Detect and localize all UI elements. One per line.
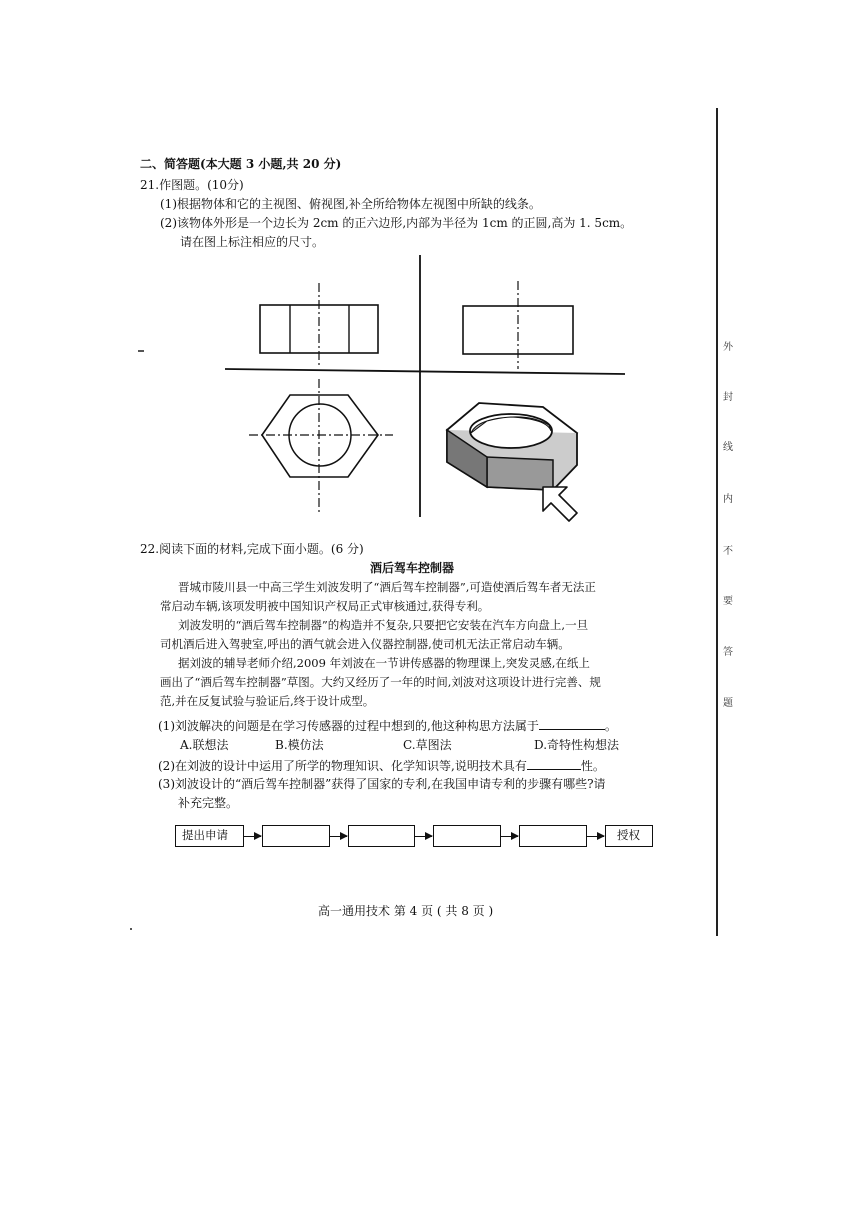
flow-blank-box-2[interactable] <box>348 825 415 847</box>
q22-sub-2-text: (2)在刘波的设计中运用了所学的物理知识、化学知识等,说明技术具有 <box>158 759 527 773</box>
front-view <box>260 283 378 367</box>
option-c: C.草图法 <box>403 738 452 752</box>
margin-char-3: 线 <box>723 442 733 453</box>
answer-blank-2[interactable] <box>527 757 581 770</box>
margin-char-7: 答 <box>723 647 733 658</box>
margin-char-8: 题 <box>723 698 733 709</box>
option-d: D.奇特性构想法 <box>534 738 620 752</box>
flow-start-box: 提出申请 <box>175 825 244 847</box>
q22-title: 22.阅读下面的材料,完成下面小题。(6 分) <box>140 542 364 556</box>
section-heading: 二、简答题(本大题 3 小题,共 20 分) <box>140 157 342 171</box>
margin-char-2: 封 <box>723 392 733 403</box>
q21-item-2-cont: 请在图上标注相应的尺寸。 <box>180 235 325 249</box>
flow-end-box: 授权 <box>605 825 653 847</box>
flow-blank-box-1[interactable] <box>262 825 330 847</box>
flow-arrow <box>501 836 518 837</box>
flow-arrow <box>587 836 604 837</box>
option-b: B.模仿法 <box>275 738 324 752</box>
q21-item-2: (2)该物体外形是一个边长为 2cm 的正六边形,内部为半径为 1cm 的正圆,高为 1. 5cm。 <box>160 216 633 230</box>
q21-title: 21.作图题。(10分) <box>140 178 244 192</box>
three-view-drawing <box>225 255 630 525</box>
left-view <box>463 281 573 369</box>
margin-char-4: 内 <box>723 494 733 505</box>
flow-arrow <box>244 836 261 837</box>
scan-speck <box>130 928 132 930</box>
answer-blank-1[interactable] <box>539 717 605 730</box>
article-line-6: 画出了“酒后驾车控制器”草图。大约又经历了一年的时间,刘波对这项设计进行完善、规 <box>160 675 601 689</box>
article-line-4: 司机酒后进入驾驶室,呼出的酒气就会进入仪器控制器,使司机无法正常启动车辆。 <box>160 637 570 651</box>
q22-sub-2 <box>158 757 605 775</box>
article-line-3: 刘波发明的“酒后驾车控制器”的构造并不复杂,只要把它安装在汽车方向盘上,一旦 <box>178 618 589 632</box>
q22-sub-1-text: (1)刘波解决的问题是在学习传感器的过程中想到的,他这种构思方法属于 <box>158 719 539 733</box>
view-direction-arrow-icon <box>543 487 577 521</box>
article-title: 酒后驾车控制器 <box>370 561 455 575</box>
flow-arrow <box>330 836 347 837</box>
q22-sub-3: (3)刘波设计的“酒后驾车控制器”获得了国家的专利,在我国申请专利的步骤有哪些?请 <box>158 777 606 791</box>
top-view <box>249 379 393 513</box>
article-line-1: 晋城市陵川县一中高三学生刘波发明了“酒后驾车控制器”,可造使酒后驾车者无法正 <box>178 580 596 594</box>
scan-speck <box>138 350 144 352</box>
horizontal-divider <box>225 369 625 374</box>
article-line-2: 常启动车辆,该项发明被中国知识产权局正式审核通过,获得专利。 <box>160 599 490 613</box>
binding-line <box>716 108 718 936</box>
q22-sub-2-end: 性。 <box>580 759 605 773</box>
isometric-hex-nut <box>447 403 577 490</box>
margin-char-1: 外 <box>723 342 733 353</box>
q21-item-1: (1)根据物体和它的主视图、俯视图,补全所给物体左视图中所缺的线条。 <box>160 197 541 211</box>
q22-sub-1-end: 。 <box>604 719 617 733</box>
option-a: A.联想法 <box>180 738 229 752</box>
q22-sub-1 <box>158 717 617 735</box>
flow-blank-box-3[interactable] <box>433 825 501 847</box>
article-line-5: 据刘波的辅导老师介绍,2009 年刘波在一节讲传感器的物理课上,突发灵感,在纸上 <box>178 656 590 670</box>
flow-blank-box-4[interactable] <box>519 825 587 847</box>
margin-char-6: 要 <box>723 596 733 607</box>
margin-char-5: 不 <box>723 546 733 557</box>
page-footer: 高一通用技术 第 4 页 ( 共 8 页 ) <box>318 904 494 918</box>
flow-arrow <box>415 836 432 837</box>
q22-sub-3-cont: 补充完整。 <box>178 796 239 810</box>
article-line-7: 范,并在反复试验与验证后,终于设计成型。 <box>160 694 375 708</box>
